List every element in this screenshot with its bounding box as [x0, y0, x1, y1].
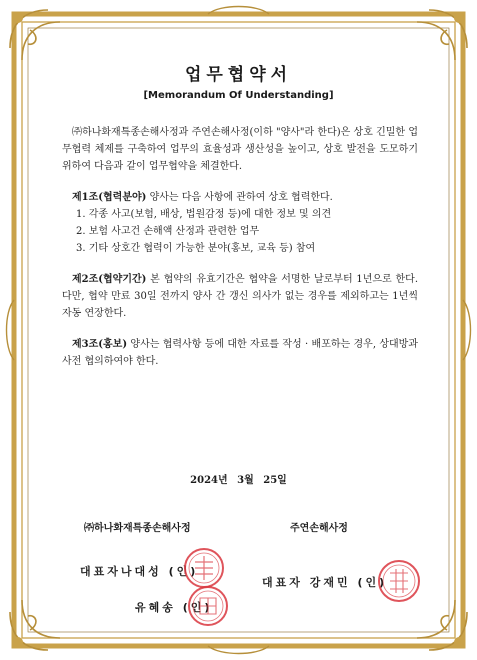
article-3	[62, 336, 418, 370]
article-1	[62, 189, 418, 206]
red-seal-stamp-right	[376, 558, 422, 604]
left-rep-name: 대표자나대성	[80, 565, 162, 578]
seal-mark: (인)	[168, 565, 199, 578]
article-1-item: 2. 보험 사고건 손해액 산정과 관련한 업무	[76, 226, 260, 237]
right-company-name: 주연손해사정	[290, 523, 348, 534]
article-1-title: 제1조(협력분야)	[72, 192, 147, 203]
agreement-body	[62, 124, 418, 370]
article-1-item: 1. 각종 사고(보험, 배상, 법원감정 등)에 대한 정보 및 의견	[76, 209, 332, 220]
left-company-name: ㈜하나화재특종손해사정	[84, 523, 191, 534]
article-2-text: 본 협약의 유효기간은 협약을 서명한 날로부터 1년으로 한다. 다만, 협약 만료 30일 전까지 양사 간 갱신 의사가 없는 경우를 제외하고는 1년씩 자동 연장한다.	[62, 274, 418, 319]
agreement-date: 2024년 3월 25일	[190, 475, 287, 486]
article-1-text: 양사는 다음 사항에 관하여 상호 협력한다.	[146, 192, 333, 203]
article-3-text: 양사는 협력사항 등에 대한 자료를 작성 · 배포하는 경우, 상대방과 사전 협의하여야 한다.	[62, 339, 418, 367]
document-title: 업무협약서	[184, 65, 293, 85]
right-rep-name: 대표자 강재민	[262, 576, 351, 589]
right-representative-signature	[262, 574, 387, 590]
article-2-title: 제2조(협약기간)	[72, 274, 147, 285]
left-representative-signature	[80, 563, 198, 579]
seal-mark: (인)	[182, 601, 213, 614]
article-2	[62, 271, 418, 322]
document-subtitle: [Memorandum Of Understanding]	[143, 90, 334, 101]
left-rep-2-name: 유혜송	[135, 601, 176, 614]
intro-paragraph: ㈜하나화재특종손해사정과 주연손해사정(이하 "양사"라 한다)은 상호 긴밀한 업무협력 체제를 구축하여 업무의 효율성과 생산성을 높이고, 상호 발전을 도모하기 위하여 다음과 같이 업무협약을 체결한다.	[62, 127, 418, 172]
article-3-title: 제3조(홍보)	[72, 339, 128, 350]
seal-mark: (인)	[357, 576, 388, 589]
article-1-item: 3. 기타 상호간 협력이 가능한 분야(홍보, 교육 등) 참여	[76, 243, 316, 254]
red-seal-stamp-left-lower	[186, 584, 230, 628]
